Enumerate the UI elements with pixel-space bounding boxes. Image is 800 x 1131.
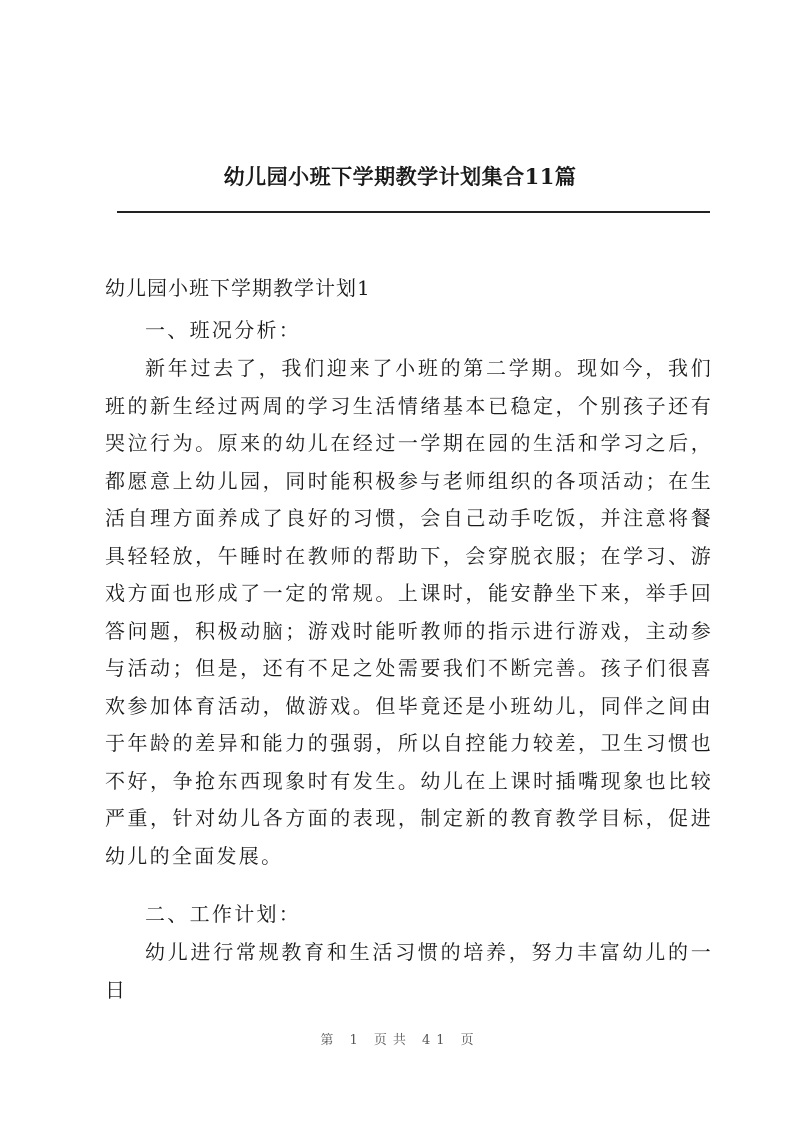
title-divider xyxy=(117,211,710,213)
subheading-text: 一、班况分析： xyxy=(145,318,302,342)
subheading-class-analysis xyxy=(105,312,713,350)
paragraph-text: 新年过去了，我们迎来了小班的第二学期。现如今，我们班的新生经过两周的学习生活情绪基本已稳定，个别孩子还有哭泣行为。原来的幼儿在经过一学期在园的生活和学习之后，都愿意上幼儿园，同时能积极参与老师组织的各项活动；在生活自理方面养成了良好的习惯，会自己动手吃饭，并注意将餐具轻轻放，午睡时在教师的帮助下，会穿脱衣服；在学习、游戏方面也形成了一定的常规。上课时，能安静坐下来，举手回答问题，积极动脑；游戏时能听教师的指示进行游戏，主动参与活动；但是，还有不足之处需要我们不断完善。孩子们很喜欢参加体育活动，做游戏。但毕竟还是小班幼儿，同伴之间由于年龄的差异和能力的强弱，所以自控能力较差，卫生习惯也不好，争抢东西现象时有发生。幼儿在上课时插嘴现象也比较严重，针对幼儿各方面的表现，制定新的教育教学目标，促进幼儿的全面发展。 xyxy=(105,356,713,868)
subheading-work-plan xyxy=(105,896,713,934)
section-heading: 幼儿园小班下学期教学计划1 xyxy=(105,276,371,300)
paragraph-work-plan xyxy=(105,934,713,1009)
page-title: 幼儿园小班下学期教学计划集合11篇 xyxy=(223,164,577,189)
paragraph-class-analysis xyxy=(105,350,713,875)
paragraph-text: 幼儿进行常规教育和生活习惯的培养，努力丰富幼儿的一日 xyxy=(105,940,713,1002)
page-number-footer: 第 1 页共 41 页 xyxy=(320,1033,480,1048)
subheading-text: 二、工作计划： xyxy=(145,902,302,926)
